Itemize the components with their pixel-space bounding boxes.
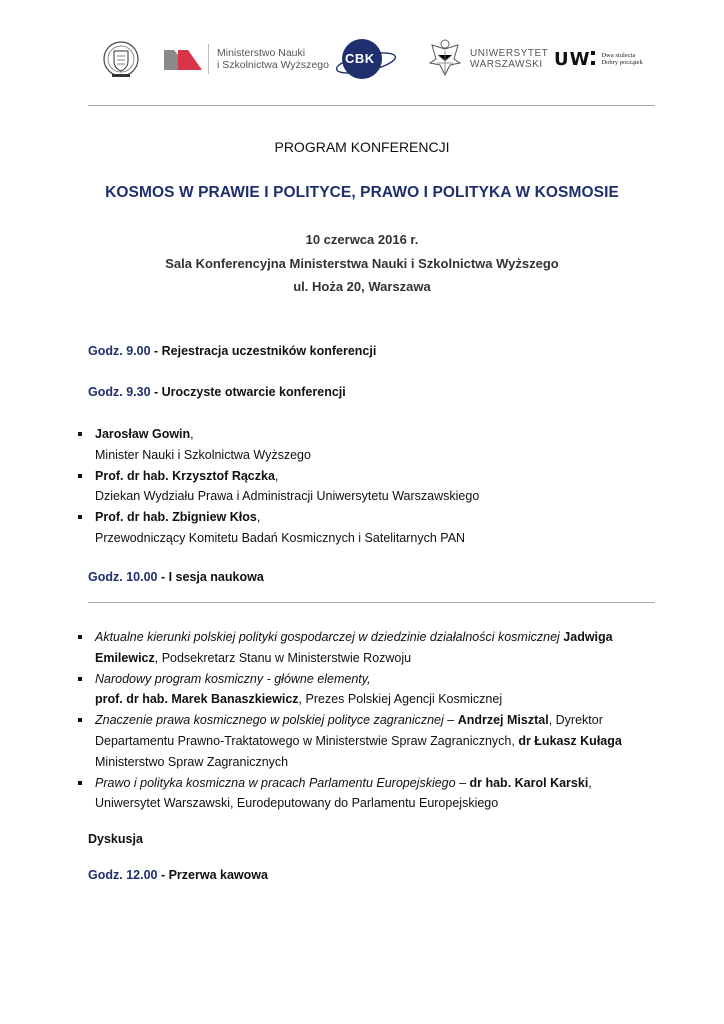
- speaker-name: Prof. dr hab. Krzysztof Rączka: [95, 468, 275, 483]
- talk-topic: Prawo i polityka kosmiczna w pracach Parlamentu Europejskiego: [95, 775, 456, 790]
- list-item: Znaczenie prawa kosmicznego w polskiej polityce zagranicznej – Andrzej Misztal, Dyrektor Departamentu Prawno-Traktatowego w Ministerstwie Spraw Zagranicznych, dr Łukasz Kułaga Ministerstwo Spraw Zagranicznych: [78, 710, 658, 772]
- header-divider: [88, 105, 655, 106]
- talk-speaker-second: dr Łukasz Kułaga: [518, 733, 622, 748]
- list-item: Narodowy program kosmiczny - główne elementy, prof. dr hab. Marek Banaszkiewicz, Prezes Polskiej Agencji Kosmicznej: [78, 669, 658, 711]
- list-item: Aktualne kierunki polskiej polityki gospodarczej w dziedzinie działalności kosmicznej Jadwiga Emilewicz, Podsekretarz Stanu w Ministerstwie Rozwoju: [78, 627, 658, 669]
- opening-speakers-list: [78, 424, 658, 549]
- schedule-label: Przerwa kawowa: [168, 868, 268, 882]
- schedule-item-registration: Godz. 9.00 - Rejestracja uczestników konferencji: [88, 344, 377, 358]
- schedule-item-session-one: Godz. 10.00 - I sesja naukowa: [88, 570, 264, 584]
- uw-bicentennial-line1: Dwa stulecia: [601, 51, 636, 59]
- conference-date: 10 czerwca 2016 r.: [305, 232, 419, 247]
- schedule-label: Rejestracja uczestników konferencji: [161, 344, 377, 358]
- uw-bicentennial-line2: Dobry początek: [601, 59, 643, 66]
- schedule-time: Godz. 9.30: [88, 385, 151, 399]
- talk-topic: Znaczenie prawa kosmicznego w polskiej polityce zagranicznej: [95, 713, 444, 728]
- schedule-item-opening: Godz. 9.30 - Uroczyste otwarcie konferencji: [88, 385, 346, 399]
- mnisw-mark-icon: [164, 48, 202, 70]
- schedule-time: Godz. 9.00: [88, 344, 151, 358]
- speaker-role: Dziekan Wydziału Prawa i Administracji Uniwersytetu Warszawskiego: [95, 489, 480, 504]
- list-item: Prawo i polityka kosmiczna w pracach Parlamentu Europejskiego – dr hab. Karol Karski, Uniwersytet Warszawski, Eurodeputowany do Parlamentu Europejskiego: [78, 773, 658, 815]
- uw-bicentennial-mark: UW: [554, 48, 591, 70]
- conference-venue: Sala Konferencyjna Ministerstwa Nauki i Szkolnictwa Wyższego: [165, 256, 559, 271]
- talk-topic: Aktualne kierunki polskiej polityki gospodarczej w dziedzinie działalności kosmicznej: [95, 630, 560, 644]
- cbk-logo: [336, 30, 400, 88]
- schedule-time: Godz. 10.00: [88, 570, 158, 584]
- mnisw-logo: [164, 30, 329, 88]
- talk-topic: Narodowy program kosmiczny - główne elementy,: [95, 671, 371, 686]
- faculty-crest-logo: [102, 30, 140, 88]
- speaker-role: Minister Nauki i Szkolnictwa Wyższego: [95, 447, 311, 462]
- uw-eagle-logo: [428, 30, 548, 88]
- uw-name-line1: UNIWERSYTET: [470, 48, 549, 59]
- program-heading: PROGRAM KONFERENCJI: [274, 139, 450, 155]
- session-divider: [88, 602, 655, 603]
- logo-strip: [88, 30, 655, 88]
- mnisw-name-line1: Ministerstwo Nauki: [217, 47, 306, 59]
- list-item: Jarosław Gowin, Minister Nauki i Szkolnictwa Wyższego: [78, 424, 658, 466]
- mnisw-name-line2: i Szkolnictwa Wyższego: [217, 59, 329, 71]
- schedule-label: Uroczyste otwarcie konferencji: [161, 385, 346, 399]
- list-item: Prof. dr hab. Zbigniew Kłos, Przewodniczący Komitetu Badań Kosmicznych i Satelitarnych PAN: [78, 507, 658, 549]
- speaker-name: Jarosław Gowin: [95, 427, 191, 441]
- list-item: Prof. dr hab. Krzysztof Rączka, Dziekan Wydziału Prawa i Administracji Uniwersytetu Warszawskiego: [78, 466, 658, 508]
- conference-title: KOSMOS W PRAWIE I POLITYCE, PRAWO I POLITYKA W KOSMOSIE: [105, 184, 619, 201]
- conference-address: ul. Hoża 20, Warszawa: [293, 279, 431, 294]
- eagle-icon: [428, 37, 462, 81]
- uw-name-line2: WARSZAWSKI: [470, 59, 543, 70]
- speaker-role: Przewodniczący Komitetu Badań Kosmicznych i Satelitarnych PAN: [95, 530, 466, 545]
- talk-speaker: Andrzej Misztal: [457, 713, 549, 728]
- cbk-logo-text: CBK: [345, 51, 375, 66]
- discussion-label: Dyskusja: [88, 832, 143, 846]
- talk-speaker: Jadwiga Emilewicz: [95, 630, 613, 665]
- session-talks-list: [78, 627, 658, 814]
- schedule-item-coffee-break: Godz. 12.00 - Przerwa kawowa: [88, 868, 268, 882]
- schedule-label: I sesja naukowa: [168, 570, 264, 584]
- talk-speaker: prof. dr hab. Marek Banaszkiewicz: [95, 692, 299, 707]
- talk-speaker: dr hab. Karol Karski: [469, 775, 589, 790]
- schedule-time: Godz. 12.00: [88, 868, 158, 882]
- speaker-name: Prof. dr hab. Zbigniew Kłos: [95, 510, 257, 525]
- uw-bicentennial-logo: [554, 30, 643, 88]
- colon-dots-icon: [591, 49, 597, 69]
